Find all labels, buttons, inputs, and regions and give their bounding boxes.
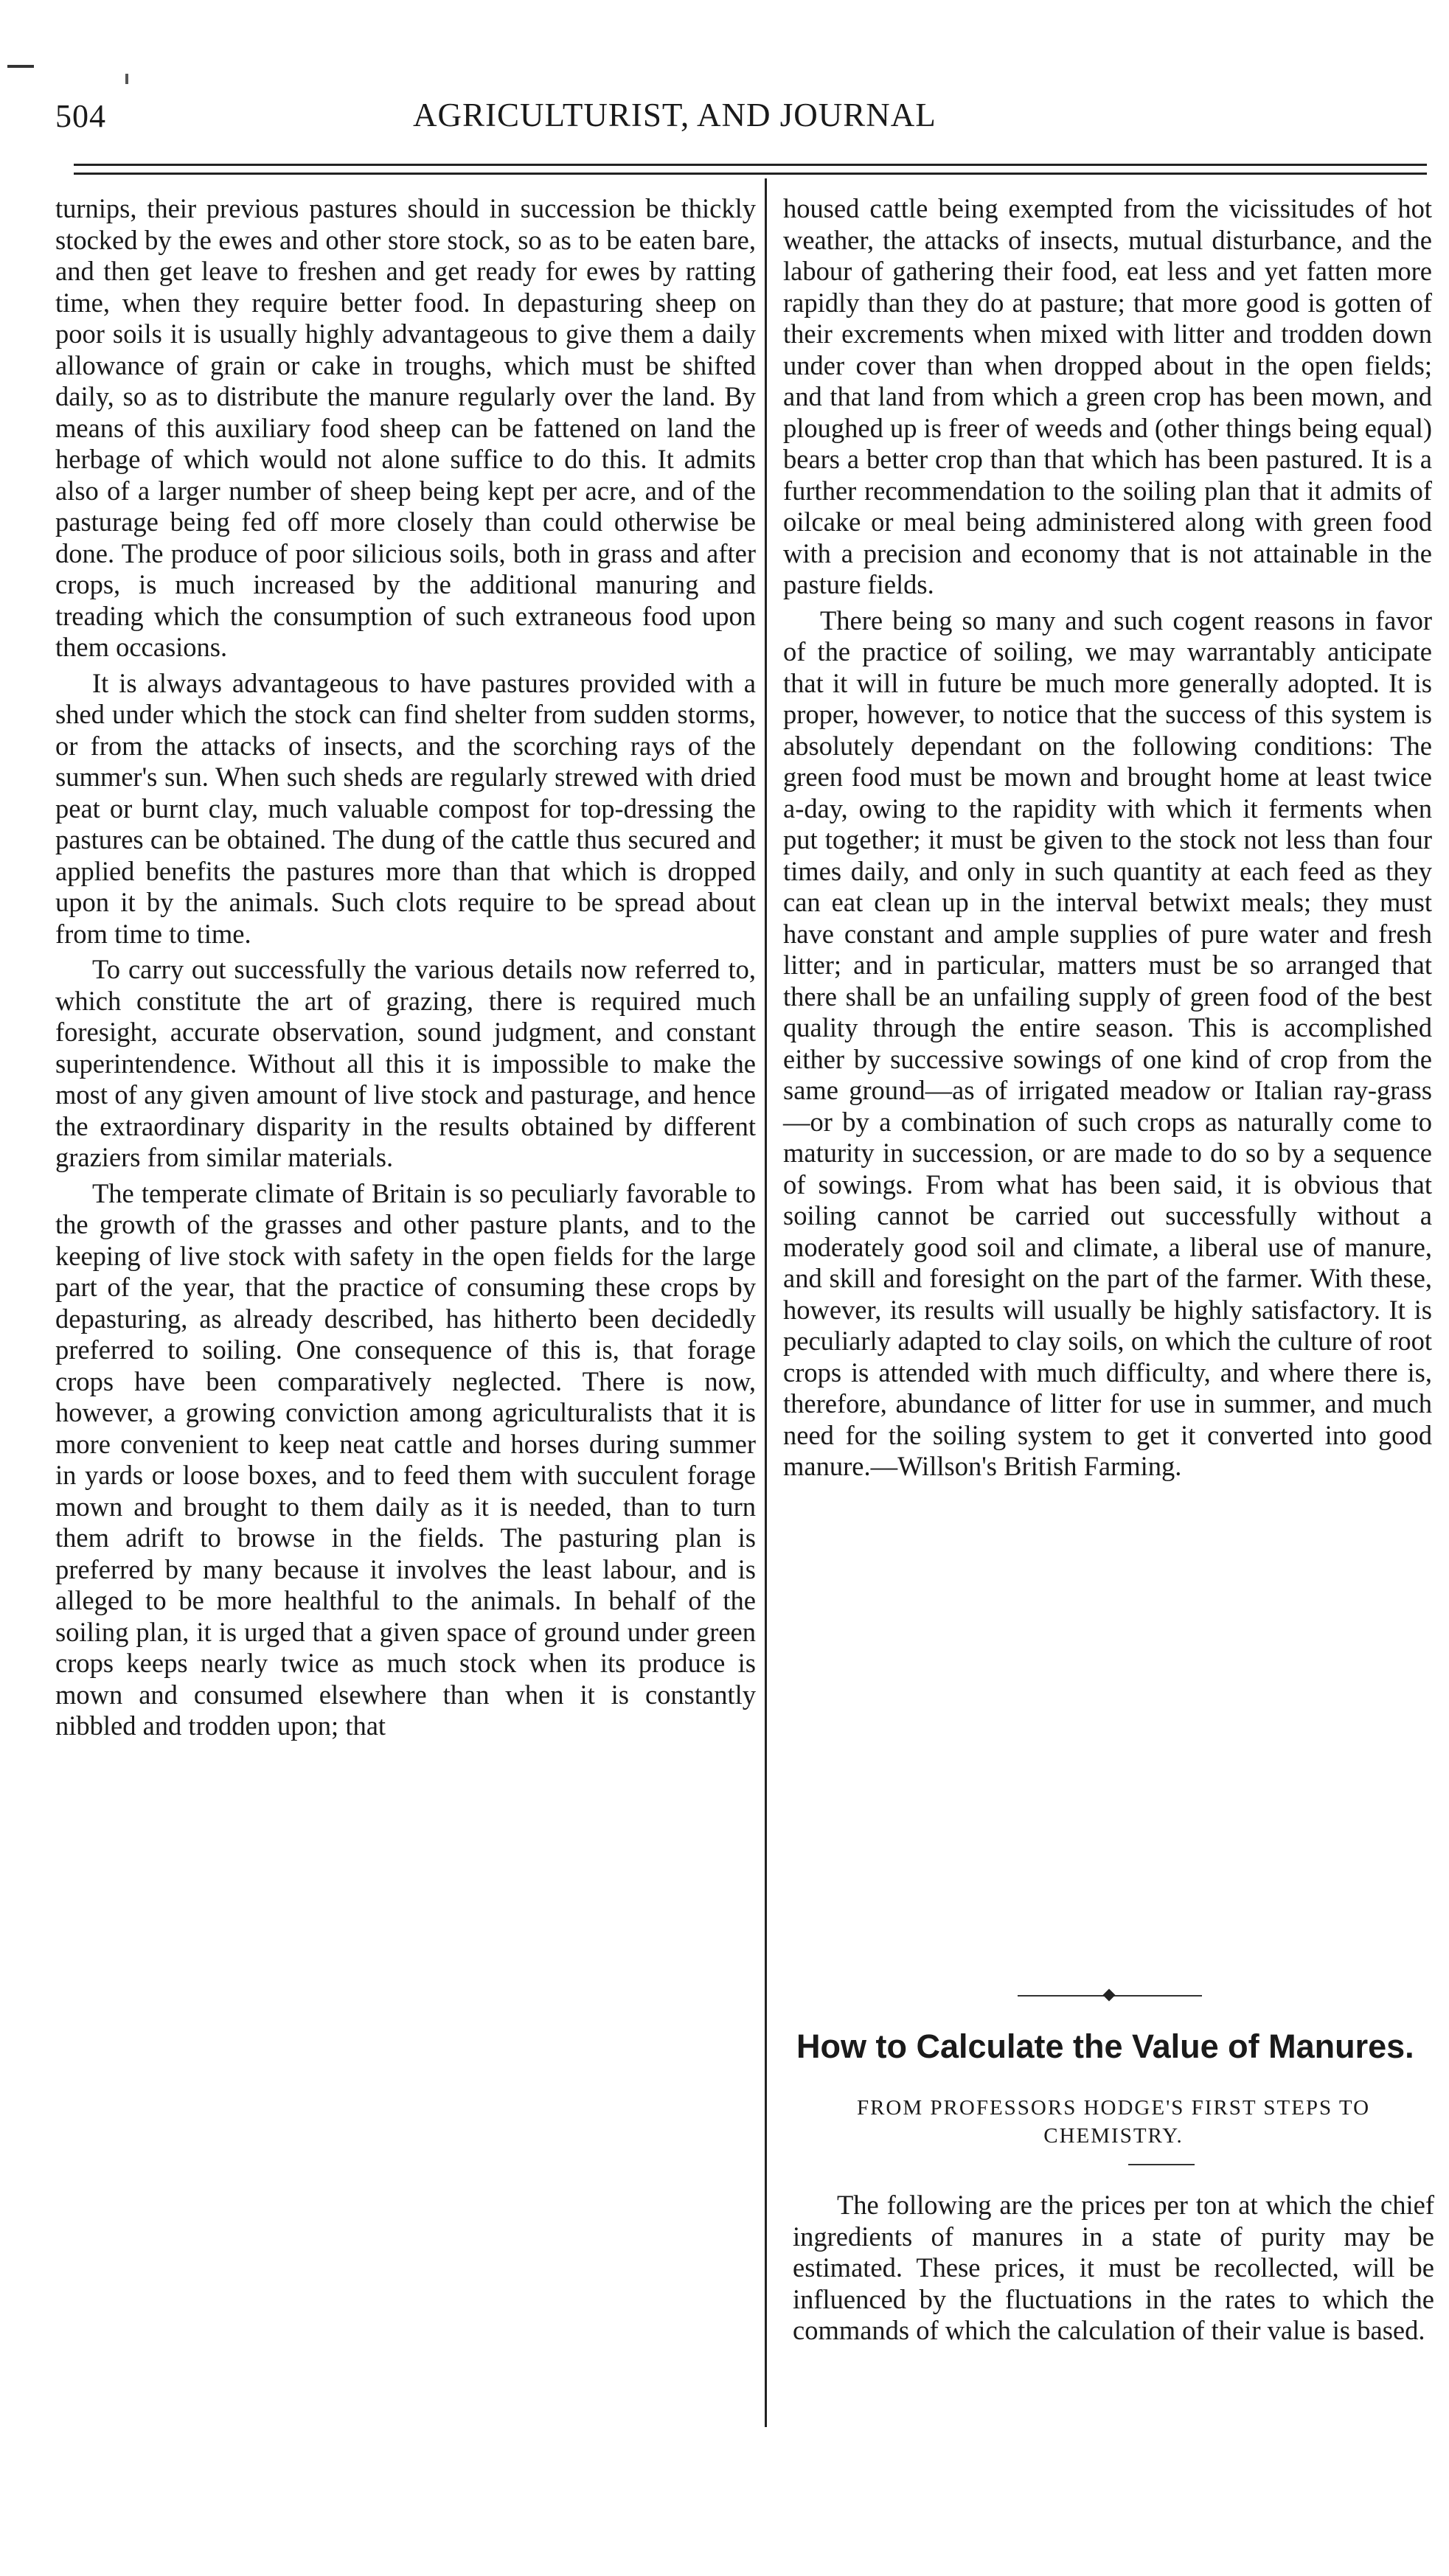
page-number: 504 [55,98,106,134]
column-divider [765,178,767,2427]
paragraph: housed cattle being exempted from the vicissitudes of hot weather, the attacks of insects, mutual disturbance, and the labour of gathering their food, eat less and yet fatten more rapidly than they do at pasture; that more good is gotten of their excrements when mixed with litter and trodden down under cover than when dropped about in the open fields; and that land from which a green crop has been mown, and ploughed up is freer of weeds and (other things being equal) bears a better crop than that which has been pastured. It is a further recommendation to the soiling plan that it admits of oilcake or meal being administered along with green food with a precision and economy that is not attainable in the pasture fields. [783,193,1432,599]
section-ornament [1018,1991,1202,2001]
paragraph: The following are the prices per ton at which the chief ingredients of manures in a state of purity may be estimated. These prices, it must be recollected, will be influenced by the fluctuations in the rates to which the commands of which the calculation of their value is based. [793,2190,1434,2345]
scan-artifact [125,74,128,84]
paragraph: To carry out successfully the various details now referred to, which constitute the art of grazing, there is required much foresight, accurate observation, sound judgment, and constant superintendence. Without all this it is impossible to make the most of any given amount of live stock and pasturage, and hence the extraordinary disparity in the results obtained by different graziers from similar materials. [55,954,756,1172]
paragraph: It is always advantageous to have pastures provided with a shed under which the stock can find shelter from sudden storms, or from the attacks of insects, and the scorching rays of the summer's sun. When such sheds are regularly strewed with dried peat or burnt clay, much valuable compost for top-dressing the pastures can be obtained. The dung of the cattle thus secured and applied benefits the pastures more than that which is dropped upon it by the animals. Such clots require to be spread about from time to time. [55,667,756,949]
ornament-diamond [1103,1989,1116,2002]
scan-artifact [7,65,34,68]
article-heading: How to Calculate the Value of Manures. [796,2027,1414,2065]
paragraph: turnips, their previous pastures should in succession be thickly stocked by the ewes and other store stock, so as to be eaten bare, and then get leave to freshen and get ready for ewes by ratting time, when they require better food. In depasturing sheep on poor soils it is usually highly advantageous to give them a daily allowance of grain or cake in troughs, which must be shifted daily, so as to distribute the manure regularly over the land. By means of this auxiliary food sheep can be fattened on land the herbage of which would not alone suffice to do this. It admits also of a larger number of sheep being kept per acre, and of the pasturage being fed off more closely than could otherwise be done. The produce of poor silicious soils, both in grass and after crops, is much increased by the additional manuring and treading which the consumption of such extraneous food upon them occasions. [55,193,756,662]
right-column [783,193,1432,1483]
paragraph: The temperate climate of Britain is so peculiarly favorable to the growth of the grasses and other pasture plants, and to the keeping of live stock with safety in the open fields for the large part of the year, that the practice of consuming these crops by depasturing, as already described, has hitherto been decidedly preferred to soiling. One consequence of this is, that forage crops have been comparatively neglected. There is now, however, a growing conviction among agriculturalists that it is more convenient to keep neat cattle and horses during summer in yards or loose boxes, and to feed them with succulent forage mown and brought to them daily as it is needed, than to turn them adrift to browse in the fields. The pasturing plan is preferred by many because it involves the least labour, and is alleged to be more healthful to the animals. In behalf of the soiling plan, it is urged that a given space of ground under green crops keeps nearly twice as much stock when its produce is mown and consumed elsewhere than when it is constantly nibbled and trodden upon; that [55,1177,756,1741]
running-title: AGRICULTURIST, AND JOURNAL [413,97,937,133]
header-rule [74,164,1427,166]
paragraph: There being so many and such cogent reasons in favor of the practice of soiling, we may warrantably anticipate that it will in future be much more generally adopted. It is proper, however, to notice that the success of this system is absolutely dependant on the following conditions: The green food must be mown and brought home at least twice a-day, owing to the rapidity with which it ferments when put together; it must be given to the stock not less than four times daily, and only in such quantity at each feed as they can eat clean up in the interval betwixt meals; they must have constant and ample supplies of pure water and fresh litter; and in particular, matters must be so arranged that there shall be an unfailing supply of green food of the best quality through the entire season. This is accomplished either by successive sowings of one kind of crop from the same ground—as of irrigated meadow or Italian ray-grass—or by a combination of such crops as naturally come to maturity in succession, or are made to do so by a sequence of sowings. From what has been said, it is obvious that soiling cannot be carried out successfully without a moderately good soil and climate, a liberal use of manure, and skill and foresight on the part of the farmer. With these, however, its results will usually be highly satisfactory. It is peculiarly adapted to clay soils, on which the culture of root crops is attended with much difficulty, and where there is, therefore, abundance of litter for use in summer, and much need for the soiling system to get it converted into good manure.—Willson's British Farming. [783,605,1432,1481]
left-column [55,193,756,1742]
header-rule [74,173,1427,175]
short-rule [1128,2164,1195,2165]
article-body [793,2190,1434,2347]
article-source: FROM PROFESSORS HODGE'S FIRST STEPS TO CHEMISTRY. [856,2096,1371,2148]
